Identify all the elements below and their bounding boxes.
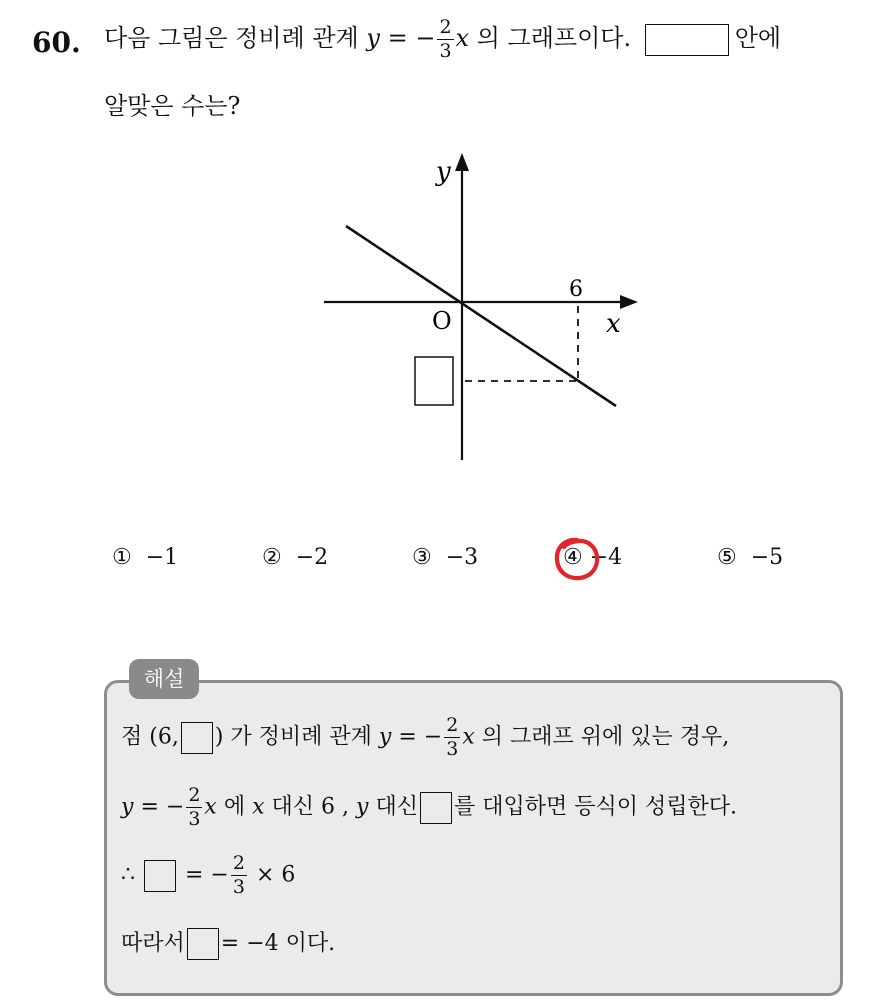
fraction-numerator: 2: [232, 852, 245, 874]
solution-line-2: [121, 786, 737, 829]
question-line-1: [104, 18, 781, 61]
solution-line-4: [121, 926, 335, 960]
solution-text: 에: [223, 794, 246, 820]
fraction-denominator: 3: [439, 40, 452, 62]
choice-1[interactable]: [112, 545, 178, 570]
blank-box: [420, 792, 452, 824]
var-y: y: [121, 794, 134, 820]
solution-text: 따라서: [121, 931, 185, 956]
fraction-denominator: 3: [446, 738, 459, 760]
choice-mark: ⑤: [717, 545, 737, 570]
eq-minus: −: [415, 24, 436, 52]
eq-equals: =: [387, 24, 408, 52]
x-tick-label: 6: [569, 277, 583, 302]
question-text-3: 안에: [734, 24, 782, 52]
choice-mark: ④: [563, 545, 583, 570]
solution-text: 점 (6,: [121, 724, 179, 750]
choice-value: −4: [589, 545, 623, 570]
choice-2[interactable]: [262, 545, 328, 570]
question-text-2: 의 그래프이다.: [476, 24, 632, 52]
choice-value: −5: [750, 545, 784, 570]
solution-text: × 6: [255, 862, 296, 888]
eq-y: y: [366, 24, 380, 52]
origin-label: O: [432, 307, 452, 335]
proportion-graph: [310, 145, 650, 470]
solution-text: ) 가 정비례 관계: [214, 724, 372, 750]
solution-equals: = −: [398, 724, 443, 750]
solution-tag: 해설: [129, 659, 199, 699]
question-text: 다음 그림은 정비례 관계: [104, 24, 359, 52]
fraction-denominator: 3: [232, 876, 245, 898]
fraction: [231, 854, 247, 897]
solution-equals: = −: [140, 794, 185, 820]
choice-3[interactable]: [412, 545, 478, 570]
fraction: [186, 786, 202, 829]
solution-line-3: [121, 854, 295, 897]
graph-line: [346, 226, 616, 406]
x-axis-label: x: [606, 309, 621, 339]
choice-mark: ③: [412, 545, 432, 570]
fraction-numerator: 2: [439, 16, 452, 38]
question-number: 60.: [32, 26, 81, 59]
choice-mark: ②: [262, 545, 282, 570]
blank-box: [187, 928, 219, 960]
therefore-symbol: ∴: [121, 862, 135, 888]
eq-x: x: [455, 24, 470, 52]
fraction-numerator: 2: [188, 784, 201, 806]
var-y: y: [378, 724, 392, 750]
solution-text: 대신 6 ,: [271, 794, 349, 820]
solution-text: 의 그래프 위에 있는 경우,: [481, 724, 730, 750]
fraction: [444, 716, 460, 759]
var-y: y: [356, 794, 369, 820]
solution-equals: = −: [185, 862, 229, 888]
solution-text: 대신: [375, 794, 418, 820]
solution-line-1: [121, 716, 729, 759]
y-axis-label: y: [436, 157, 451, 187]
fraction: [437, 18, 453, 61]
solution-text: 를 대입하면 등식이 성립한다.: [453, 794, 737, 820]
var-x: x: [204, 794, 217, 820]
question-line-2: 알맞은 수는?: [104, 92, 241, 120]
solution-text: = −4 이다.: [220, 931, 336, 956]
blank-box: [181, 722, 213, 754]
x-axis-arrow-icon: [620, 295, 638, 309]
answer-circle-icon: [551, 534, 603, 584]
blank-box: [144, 860, 176, 892]
choice-mark: ①: [112, 545, 132, 570]
choice-value: −2: [295, 545, 329, 570]
answer-blank-box: [645, 24, 729, 56]
choice-5[interactable]: [717, 545, 783, 570]
y-value-blank-box: [415, 357, 453, 405]
fraction-denominator: 3: [188, 808, 201, 830]
choice-value: −1: [145, 545, 179, 570]
var-x: x: [462, 724, 475, 750]
y-axis-arrow-icon: [455, 153, 469, 171]
choice-value: −3: [445, 545, 479, 570]
var-x: x: [252, 794, 265, 820]
fraction-numerator: 2: [446, 714, 459, 736]
